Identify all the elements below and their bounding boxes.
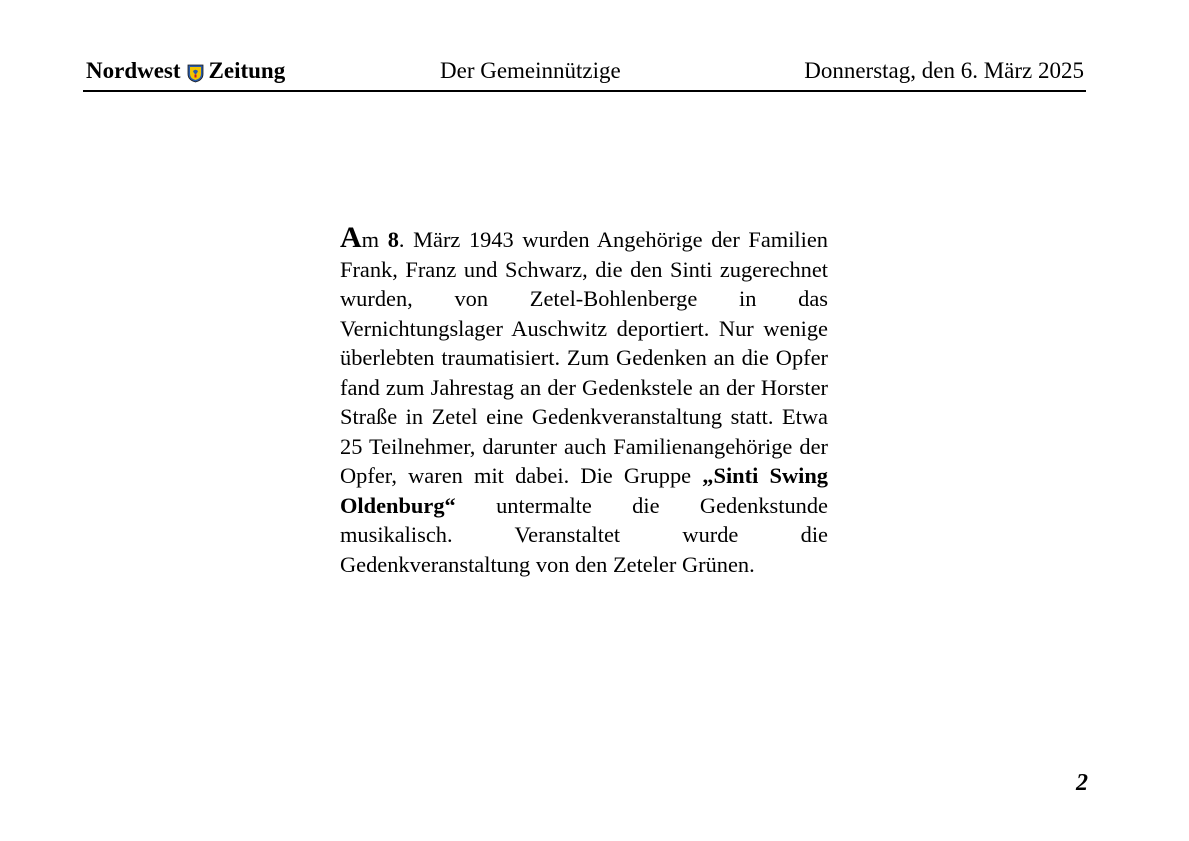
- section-title: Der Gemeinnützige: [440, 58, 621, 83]
- article-text-2: 8: [387, 227, 399, 252]
- issue-date: Donnerstag, den 6. März 2025: [804, 58, 1084, 83]
- article-text-4: untermalte die Gedenkstunde musikalisch. Veranstaltet wurde die Gedenkveranstaltung von den Zeteler Grünen.: [340, 492, 828, 577]
- article-body: [340, 221, 828, 579]
- masthead: [83, 56, 1086, 92]
- coat-of-arms-icon: [187, 63, 204, 82]
- page-number: 2: [1076, 770, 1088, 796]
- brand-name-first: Nordwest: [86, 58, 181, 83]
- article-text-3: . März 1943 wurden Angehörige der Familien Frank, Franz und Schwarz, die den Sinti zugerechnet wurden, von Zetel-Bohlenberge in das Vernichtungslager Auschwitz deportiert. Nur wenige überlebten traumatisiert. Zum Gedenken an die Opfer fand zum Jahrestag an der Gedenkstele an der Horster Straße in Zetel eine Gedenkveranstaltung statt. Etwa 25 Teilnehmer, darunter auch Familienangehörige der Opfer, waren mit dabei. Die Gruppe: [340, 227, 828, 488]
- brand-name-second: Zeitung: [208, 58, 286, 83]
- band-name: „Sinti Swing Oldenburg“: [340, 463, 828, 518]
- newspaper-brand: [86, 58, 285, 84]
- drop-cap: A: [340, 221, 362, 254]
- article-text-1: m: [361, 227, 388, 252]
